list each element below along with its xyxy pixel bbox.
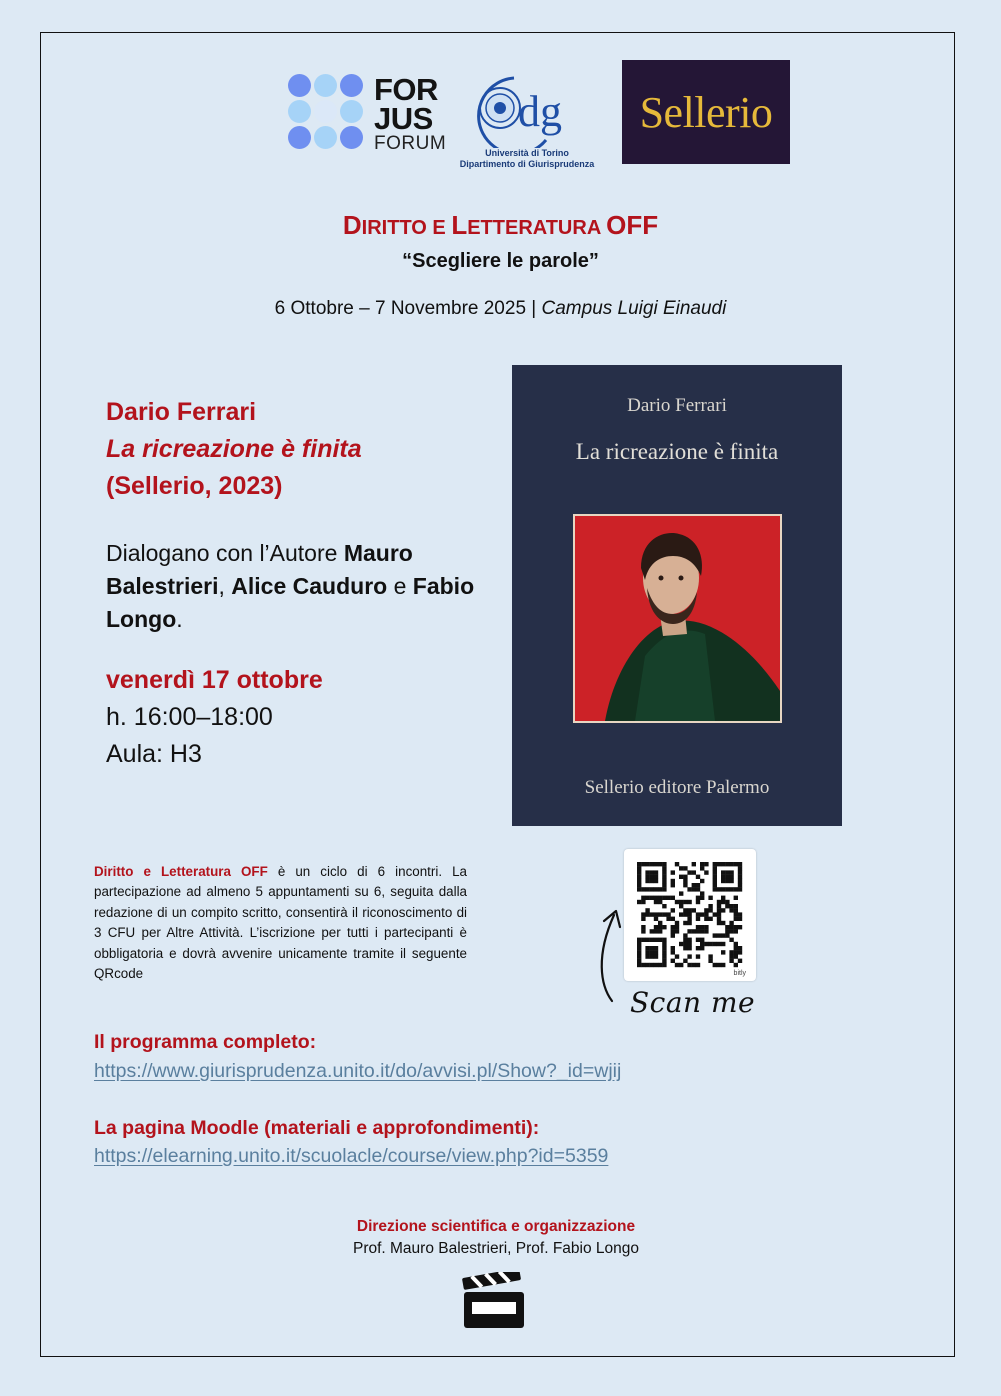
speaker-sep-2: e [387, 573, 413, 599]
program-link[interactable]: https://www.giurisprudenza.unito.it/do/avvisi.pl/Show?_id=wjij [94, 1060, 622, 1082]
odg-mark: dg [518, 87, 562, 136]
event-time: h. 16:00–18:00 [106, 703, 273, 731]
event-day: venerdì 17 ottobre [106, 666, 323, 694]
speaker-2: Alice Cauduro [231, 573, 388, 599]
speaker-3: Fabio Longo [106, 573, 475, 632]
sellerio-logo [622, 60, 790, 164]
program-label: Il programma completo: [94, 1031, 317, 1053]
odg-logo [454, 64, 600, 174]
moodle-link[interactable]: https://elearning.unito.it/scuolacle/course/view.php?id=5359 [94, 1145, 609, 1167]
moodle-label: La pagina Moodle (materiali e approfondimenti): [94, 1117, 540, 1139]
event-author: Dario Ferrari [106, 398, 257, 426]
speaker-sep-1: , [218, 573, 232, 599]
arrow-up-icon [592, 905, 628, 1005]
event-room: Aula: H3 [106, 740, 202, 768]
event-publisher: (Sellerio, 2023) [106, 472, 283, 500]
cover-title: La ricreazione è finita [575, 439, 779, 464]
forjus-word-jus: JUS [374, 101, 433, 136]
qr-code[interactable] [624, 849, 756, 981]
direction-label: Direzione scientifica e organizzazione [356, 1218, 636, 1235]
title-off: OFF [606, 210, 659, 240]
event-speakers [106, 537, 496, 636]
forjus-word-forum: FORUM [374, 133, 447, 154]
cover-portrait-image [573, 514, 782, 723]
title-sc-diritto: IRITTO E [361, 217, 452, 239]
cover-publisher: Sellerio editore Palermo [584, 777, 770, 798]
info-text: è un ciclo di 6 incontri. La partecipazione ad almeno 5 appuntamenti su 6, seguita dalla redazione di un compito scritto, consentirà il riconoscimento di 3 CFU per Altre Attività. L’iscrizione per tutti i partecipanti è obbligatoria e dovrà avvenire unicamente tramite il seguente QRcode [94, 864, 467, 982]
forjus-logo [288, 74, 448, 154]
sellerio-logo-text: Sellerio [639, 87, 773, 137]
title-sc-letteratura: ETTERATURA [467, 217, 607, 239]
event-block [106, 394, 496, 773]
title-cap-l: L [451, 210, 468, 240]
book-cover [512, 365, 842, 826]
speaker-end: . [176, 606, 183, 632]
odg-caption-department: Dipartimento di Giurisprudenza [459, 159, 595, 169]
date-range [0, 298, 1001, 320]
odg-emblem-icon [454, 64, 600, 148]
dialog-prefix: Dialogano con l’Autore [106, 540, 344, 566]
odg-caption-university: Università di Torino [485, 148, 569, 158]
page-subtitle: “Scegliere le parole” [402, 250, 599, 272]
speaker-1: Mauro Balestrieri [106, 540, 413, 599]
page-title [0, 210, 1001, 241]
info-paragraph [94, 862, 467, 984]
campus-name: Campus Luigi Einaudi [541, 298, 727, 319]
forjus-dots-icon [288, 74, 364, 150]
event-book-title: La ricreazione è finita [106, 435, 362, 463]
cover-author: Dario Ferrari [627, 395, 727, 416]
title-cap-d: D [342, 210, 362, 240]
date-range-text: 6 Ottobre – 7 Novembre 2025 | [274, 298, 542, 319]
qr-code-icon [624, 849, 756, 981]
qr-tag: bitly [733, 970, 746, 977]
forjus-word-for: FOR [374, 72, 438, 107]
clapperboard-icon [462, 1272, 526, 1330]
scan-me-label: Scan me [630, 986, 756, 1019]
direction-names: Prof. Mauro Balestrieri, Prof. Fabio Longo [352, 1240, 640, 1257]
info-bold: Diritto e Letteratura OFF [94, 864, 268, 879]
